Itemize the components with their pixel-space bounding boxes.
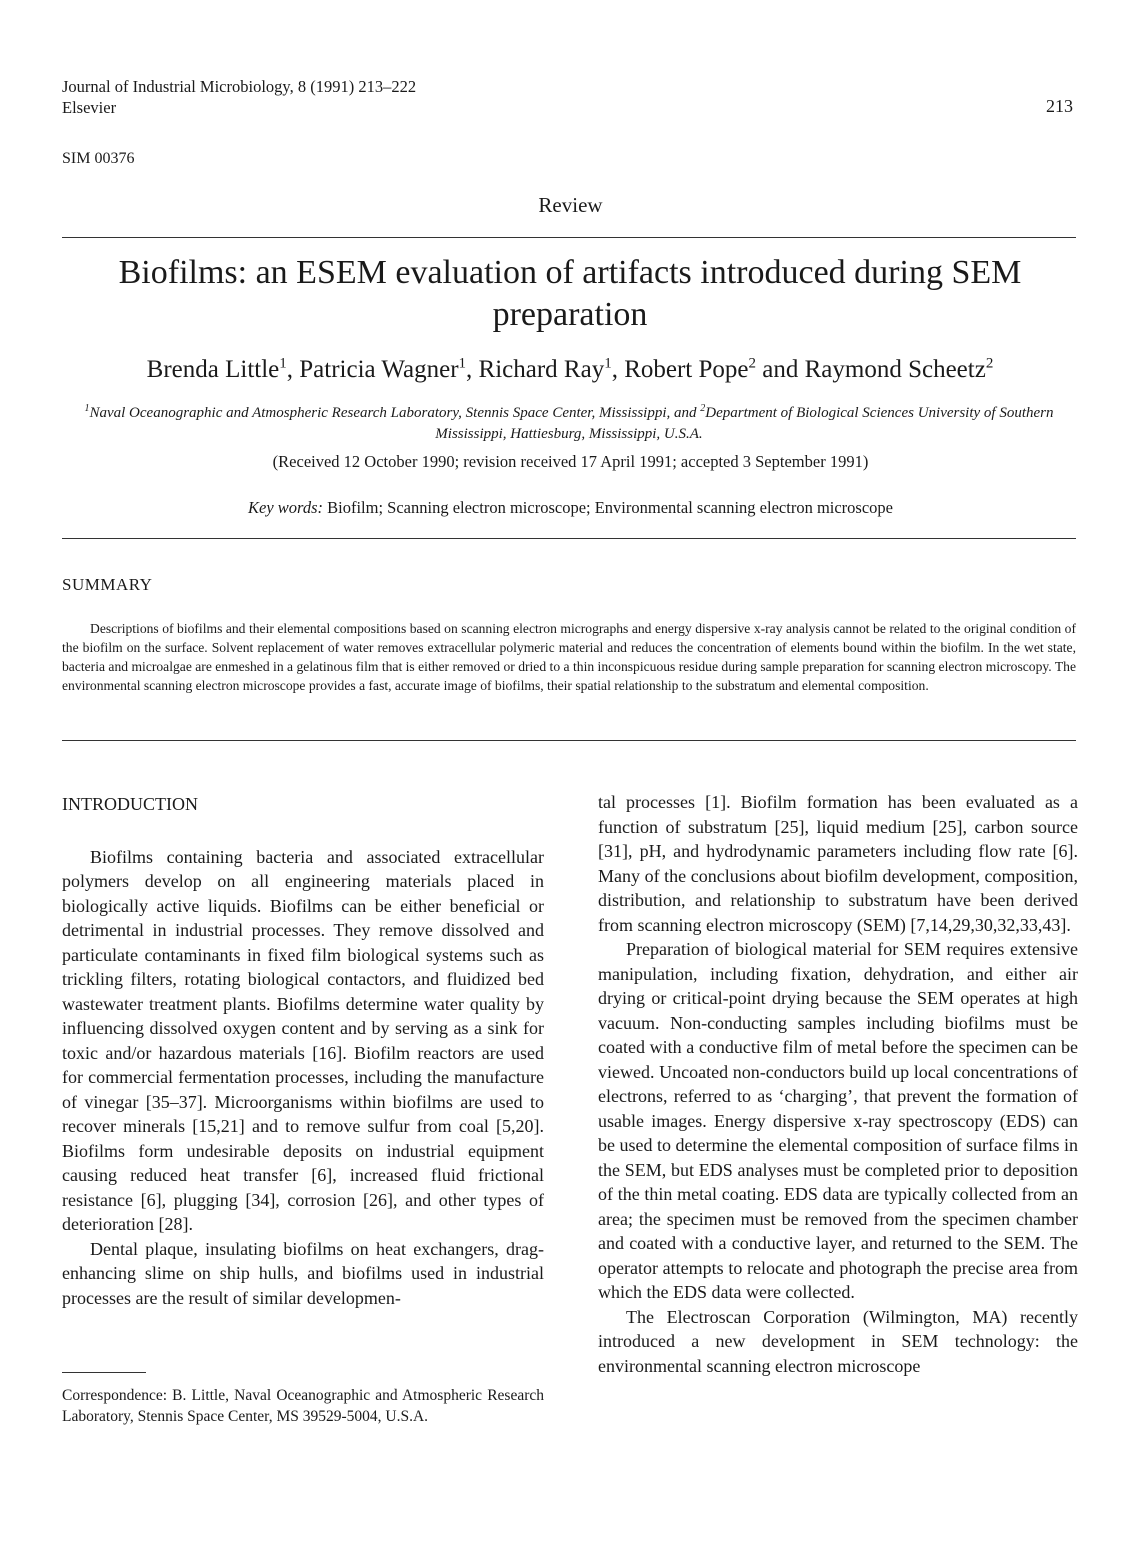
publisher: Elsevier xyxy=(62,98,117,117)
author-affiliation-marker: 1 xyxy=(604,355,612,372)
intro-paragraph: Preparation of biological material for SEM requires extensive manipulation, including fixation, dehydration, and either air drying or critical-point drying because the SEM operates at high vacuum. Non-conducting samples including biofilms must be coated with a conductive film of metal before the specimen can be viewed. Uncoated non-conductors build up local concentrations of electrons, referred to as ‘charging’, that prevent the formation of usable images. Energy dispersive x-ray spectroscopy (EDS) can be used to determine the elemental composition of surface films in the SEM, but EDS analyses must be completed prior to deposition of the thin metal coating. EDS data are typically collected from an area; the specimen must be removed from the specimen chamber and coated with a conductive layer, and returned to the SEM. The operator attempts to relocate and photograph the precise area from which the EDS data were collected. xyxy=(598,939,1078,1302)
author-name: Richard Ray xyxy=(478,356,605,383)
keywords xyxy=(0,498,1141,518)
author-affiliation-marker: 2 xyxy=(985,355,994,372)
summary-divider xyxy=(62,740,1076,741)
keywords-label: Key words: xyxy=(247,498,323,517)
journal-name: Journal of Industrial Microbiology, 8 (1991) 213–222 xyxy=(62,77,417,96)
top-divider xyxy=(62,237,1076,238)
left-column xyxy=(62,792,544,1310)
author-name: Patricia Wagner xyxy=(299,356,459,383)
journal-citation xyxy=(62,76,416,118)
intro-paragraph: Biofilms containing bacteria and associated extracellular polymers develop on all engineering materials placed in biologically active liquids. Biofilms can be either beneficial or detrimental in industrial processes. They remove dissolved and particulate contaminants in fixed film biological systems such as trickling filters, rotating biological contactors, and fluidized bed wastewater treatment plants. Biofilms determine water quality by influencing dissolved oxygen content and by serving as a sink for toxic and/or hazardous materials [16]. Biofilm reactors are used for commercial fermentation processes, including the manufacture of vinegar [35–37]. Microorganisms within biofilms are used to recover minerals [15,21] and to remove sulfur from coal [5,20]. Biofilms form undesirable deposits on industrial equipment causing reduced heat transfer [6], increased fluid frictional resistance [6], plugging [34], corrosion [26], and other types of deterioration [28]. xyxy=(62,846,544,1234)
affiliation-marker-1: 1 xyxy=(84,403,90,414)
summary-text: Descriptions of biofilms and their elemental compositions based on scanning electron micrographs and energy dispersive x-ray analysis cannot be related to the original condition of the biofilm on the surface. Solvent replacement of water removes extracellular polymeric material and reduces the concentration of elements bound within the biofilm. In the wet state, bacteria and microalgae are enmeshed in a gelatinous film that is either removed or dried to a thin inconspicuous residue during sample preparation for scanning electron microscopy. The environmental scanning electron microscope provides a fast, accurate image of biofilms, their spatial relationship to the substratum and elemental composition. xyxy=(62,621,1076,693)
intro-paragraph: The Electroscan Corporation (Wilmington, MA) recently introduced a new development in SEM technology: the environmental scanning electron microscope xyxy=(598,1306,1078,1376)
author-separator: and xyxy=(756,356,805,383)
affiliations xyxy=(62,398,1076,445)
keywords-list: Biofilm; Scanning electron microscope; Environmental scanning electron microscope xyxy=(323,498,893,517)
affiliation-marker-2: 2 xyxy=(700,403,706,414)
section-label: Review xyxy=(538,193,603,217)
affiliation-2: Department of Biological Sciences University of Southern Mississippi, Hattiesburg, Mississippi, U.S.A. xyxy=(435,405,1054,442)
author-name: Raymond Scheetz xyxy=(804,356,986,383)
author-list xyxy=(40,356,1100,384)
received-dates: (Received 12 October 1990; revision received 17 April 1991; accepted 3 September 1991) xyxy=(272,452,869,471)
correspondence-footnote: Correspondence: B. Little, Naval Oceanographic and Atmospheric Research Laboratory, Stennis Space Center, MS 39529-5004, U.S.A. xyxy=(62,1387,544,1425)
page-number: 213 xyxy=(1046,96,1073,116)
author-separator: , xyxy=(466,356,479,383)
affiliation-1: Naval Oceanographic and Atmospheric Research Laboratory, Stennis Space Center, Mississippi, and xyxy=(89,405,701,421)
author-separator: , xyxy=(611,356,625,383)
author-name: Brenda Little xyxy=(146,356,280,383)
author-affiliation-marker: 2 xyxy=(748,355,756,372)
article-title: Biofilms: an ESEM evaluation of artifacts introduced during SEM preparation xyxy=(118,254,1022,333)
intro-paragraph: tal processes [1]. Biofilm formation has been evaluated as a function of substratum [25], liquid medium [25], carbon source [31], pH, and hydrodynamic parameters including flow rate [6]. Many of the conclusions about biofilm development, composition, distribution, and relationship to substratum have been derived from scanning electron microscopy (SEM) [7,14,29,30,32,33,43]. xyxy=(598,792,1078,935)
intro-paragraph: Dental plaque, insulating biofilms on heat exchangers, drag-enhancing slime on ship hulls, and biofilms used in industrial processes are the result of similar developmen- xyxy=(62,1238,544,1308)
summary-heading: SUMMARY xyxy=(62,575,153,594)
sim-code: SIM 00376 xyxy=(62,150,135,167)
author-separator: , xyxy=(286,356,300,383)
introduction-heading: INTRODUCTION xyxy=(62,794,198,814)
author-affiliation-marker: 1 xyxy=(458,355,467,372)
right-column xyxy=(598,790,1078,1378)
keywords-divider xyxy=(62,538,1076,539)
author-affiliation-marker: 1 xyxy=(279,355,287,372)
author-name: Robert Pope xyxy=(624,356,749,383)
footnote-rule xyxy=(62,1372,146,1373)
